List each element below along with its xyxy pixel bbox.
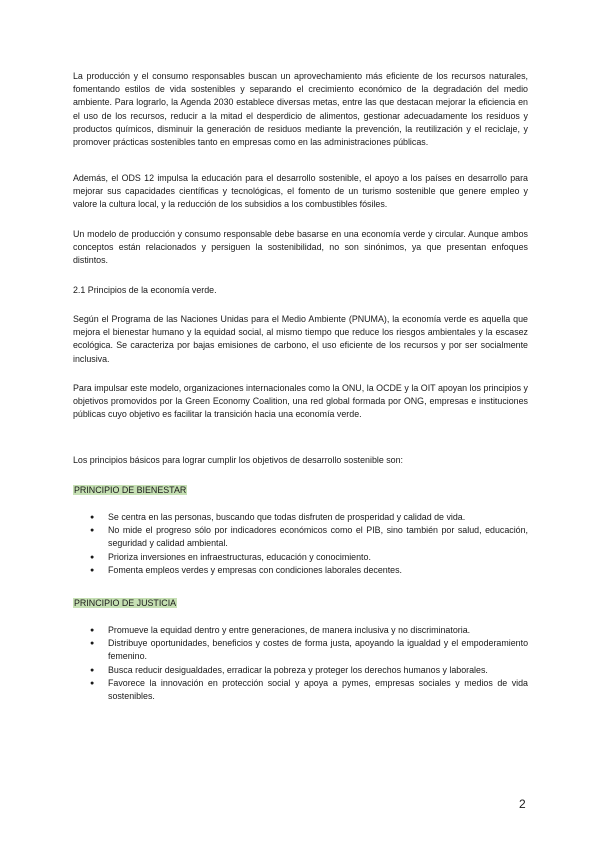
page-number: 2 [519, 797, 526, 811]
list-item: ● Se centra en las personas, buscando que todas disfruten de prosperidad y calidad de vida. [90, 511, 528, 524]
list-item: ● Promueve la equidad dentro y entre generaciones, de manera inclusiva y no discriminatoria. [90, 624, 528, 637]
principle-list [90, 511, 528, 577]
list-item: ● Fomenta empleos verdes y empresas con condiciones laborales decentes. [90, 564, 528, 577]
body-paragraph: La producción y el consumo responsables buscan un aprovechamiento más eficiente de los recursos naturales, fomentando estilos de vida sostenibles y separando el crecimiento económico de la degradación del medio ambiente. Para lograrlo, la Agenda 2030 establece diversas metas, entre las que destacan mejorar la eficiencia en el uso de los recursos, reducir a la mitad el desperdicio de alimentos, gestionar adecuadamente los residuos y productos químicos, disminuir la generación de residuos mediante la prevención, la reutilización y el reciclaje, y promover prácticas sostenibles tanto en empresas como en las administraciones públicas. [73, 71, 528, 148]
section-heading: 2.1 Principios de la economía verde. [73, 285, 217, 295]
principle-highlight: PRINCIPIO DE BIENESTAR [74, 485, 187, 495]
list-item: ● Busca reducir desigualdades, erradicar la pobreza y proteger los derechos humanos y laborales. [90, 664, 528, 677]
principle-list [90, 624, 528, 703]
body-paragraph: Para impulsar este modelo, organizaciones internacionales como la ONU, la OCDE y la OIT apoyan los principios y objetivos promovidos por la Green Economy Coalition, una red global formada por ONG, empresas e instituciones públicas cuyo objetivo es facilitar la transición hacia una economía verde. [73, 383, 528, 420]
list-item: ● No mide el progreso sólo por indicadores económicos como el PIB, sino también por salud, educación, seguridad y calidad ambiental. [90, 524, 528, 550]
list-item: ● Favorece la innovación en protección social y apoya a pymes, empresas sociales y medios de vida sostenibles. [90, 677, 528, 703]
body-paragraph: Según el Programa de las Naciones Unidas para el Medio Ambiente (PNUMA), la economía verde es aquella que mejora el bienestar humano y la equidad social, al mismo tiempo que reduce los riesgos ambientales y la escasez ecológica. Se caracteriza por bajas emisiones de carbono, el uso eficiente de los recursos y por ser socialmente inclusiva. [73, 314, 528, 364]
principles-intro: Los principios básicos para lograr cumplir los objetivos de desarrollo sostenible son: [73, 455, 404, 465]
principle-title [73, 597, 528, 610]
body-paragraph: Un modelo de producción y consumo responsable debe basarse en una economía verde y circular. Aunque ambos conceptos están relacionados y persiguen la sostenibilidad, no son sinónimos, ya que presentan enfoques distintos. [73, 229, 528, 266]
list-item: ● Prioriza inversiones en infraestructuras, educación y conocimiento. [90, 551, 528, 564]
list-item: ● Distribuye oportunidades, beneficios y costes de forma justa, apoyando la igualdad y el empoderamiento femenino. [90, 637, 528, 663]
body-paragraph: Además, el ODS 12 impulsa la educación para el desarrollo sostenible, el apoyo a los países en desarrollo para mejorar sus capacidades científicas y tecnológicas, el fomento de un turismo sostenible que genere empleo y valore la cultura local, y la reducción de los subsidios a los combustibles fósiles. [73, 173, 528, 210]
principle-title [73, 484, 528, 497]
principle-highlight: PRINCIPIO DE JUSTICIA [74, 598, 177, 608]
